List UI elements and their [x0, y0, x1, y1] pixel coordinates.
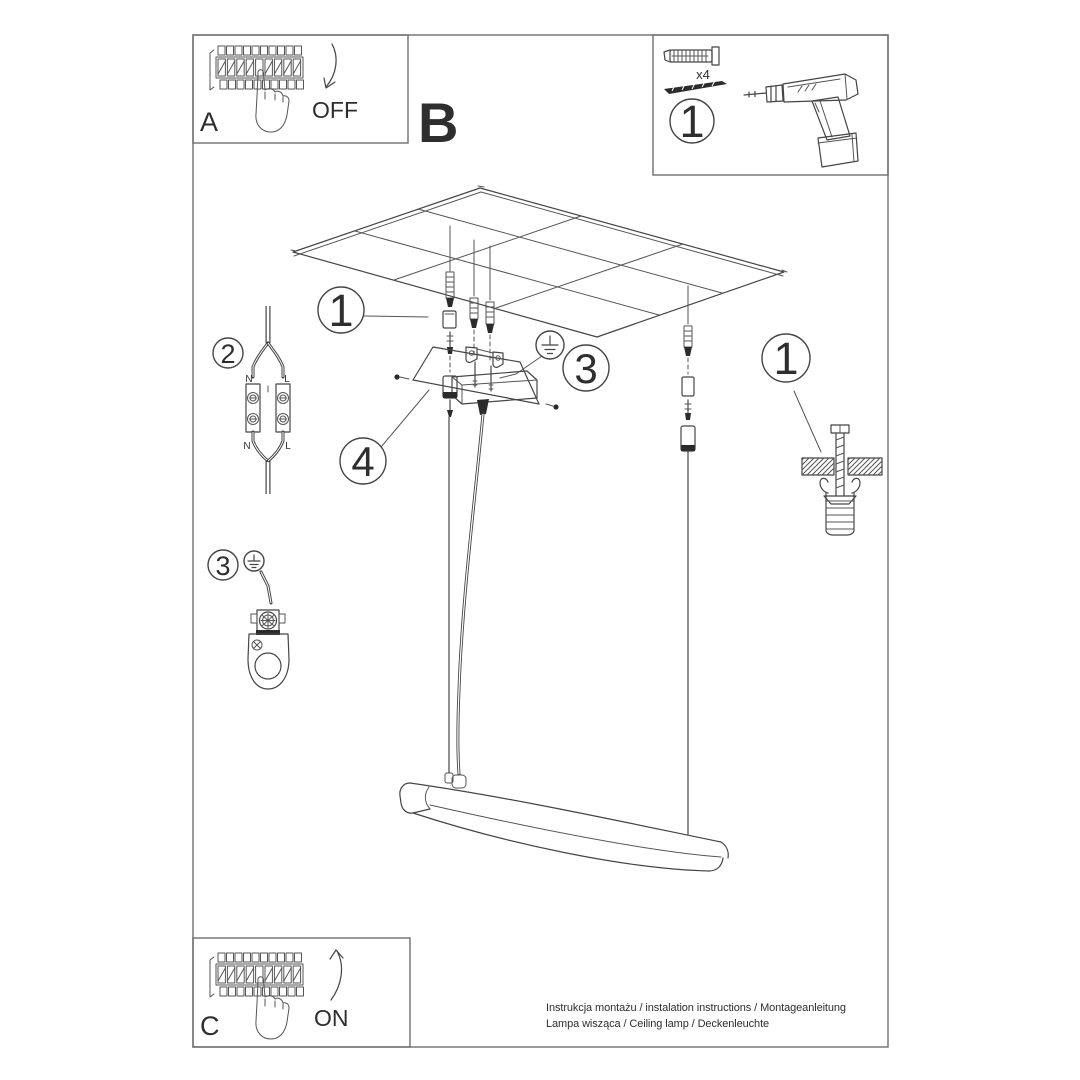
callout-3-center-number: 3	[574, 345, 598, 392]
callout-4-number: 4	[351, 438, 375, 485]
drill-icon	[744, 74, 858, 167]
callout-3-left	[208, 550, 238, 581]
wall-plug-icon	[664, 47, 719, 65]
cable-connector	[452, 775, 466, 788]
terminal-block	[246, 384, 290, 432]
callout-3-left-number: 3	[215, 551, 231, 581]
screw-icon	[664, 79, 727, 94]
callout-3-center	[563, 345, 609, 392]
panel-step-a	[193, 35, 408, 143]
side-screw-right	[553, 404, 558, 409]
label-l-top: L	[284, 374, 290, 385]
wiring-diagram	[213, 306, 291, 494]
label-off: OFF	[312, 97, 358, 123]
arrow-down-icon	[324, 44, 336, 88]
footer-line1: Instrukcja montażu / instalation instructions / Montageanleitung	[546, 1002, 846, 1014]
callout-1-left-number: 1	[328, 285, 354, 336]
label-n-bottom: N	[243, 441, 251, 452]
ground-detail-left	[208, 550, 289, 689]
callout-1-left	[318, 285, 428, 336]
power-cable	[458, 414, 483, 774]
callout-parts	[670, 96, 714, 147]
breaker-panel-icon	[210, 46, 304, 90]
breaker-panel-icon	[210, 953, 304, 997]
callout-2	[213, 338, 243, 369]
ceiling-grid	[291, 186, 787, 337]
label-on: ON	[314, 1005, 349, 1031]
label-step-a: A	[200, 107, 219, 137]
outer-frame	[193, 35, 888, 1047]
ground-terminal	[251, 610, 285, 631]
label-step-c: C	[200, 1011, 220, 1041]
lamp-body	[400, 773, 728, 871]
label-n-top: N	[245, 374, 253, 385]
ground-bracket	[248, 630, 289, 689]
panel-step-c	[193, 938, 410, 1047]
callout-4	[340, 390, 429, 485]
callout-parts-number: 1	[679, 96, 705, 147]
footer	[546, 1002, 846, 1030]
leader-line	[364, 316, 428, 317]
hand-press-icon	[256, 70, 289, 132]
side-screw-left	[394, 374, 399, 379]
ground-symbol-left	[244, 551, 264, 571]
canopy-assembly	[394, 347, 558, 417]
ground-symbol-center	[500, 331, 564, 378]
panel-parts	[653, 35, 888, 175]
leader-line	[794, 391, 821, 452]
ceiling-cross-section	[802, 425, 882, 535]
callout-1-right-number: 1	[773, 333, 799, 384]
leader-line	[381, 390, 429, 447]
hand-press-icon	[256, 977, 289, 1039]
label-step-b: B	[418, 91, 459, 154]
label-l-bottom: L	[285, 441, 291, 452]
right-anchor-column	[681, 286, 695, 834]
callout-2-number: 2	[220, 339, 236, 369]
label-qty-x4: x4	[696, 67, 710, 82]
callout-1-right	[762, 333, 821, 452]
arrow-up-icon	[330, 950, 343, 1000]
footer-line2: Lampa wisząca / Ceiling lamp / Deckenleuchte	[546, 1018, 770, 1030]
